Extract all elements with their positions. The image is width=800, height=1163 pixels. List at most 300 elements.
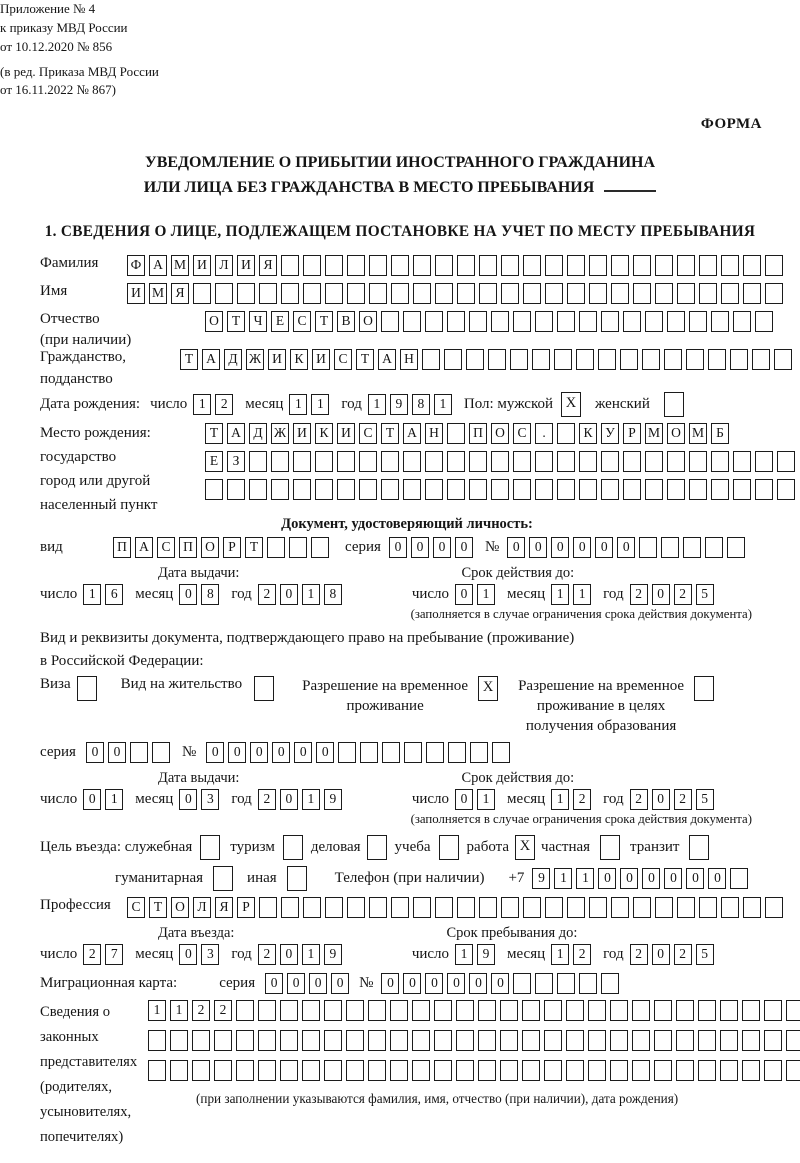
form-cell[interactable] <box>510 349 528 370</box>
form-cell[interactable] <box>281 255 299 276</box>
form-cell[interactable]: С <box>513 423 531 444</box>
form-cell[interactable] <box>249 479 267 500</box>
form-cell[interactable] <box>404 742 422 763</box>
form-cell[interactable] <box>130 742 148 763</box>
form-cell[interactable] <box>601 973 619 994</box>
form-cell[interactable]: 1 <box>302 584 320 605</box>
form-cell[interactable] <box>236 1030 254 1051</box>
form-cell[interactable] <box>192 1060 210 1081</box>
form-cell[interactable]: 1 <box>193 394 211 415</box>
form-cell[interactable]: 1 <box>302 944 320 965</box>
form-cell[interactable] <box>214 1030 232 1051</box>
form-cell[interactable]: Н <box>400 349 418 370</box>
form-cell[interactable] <box>293 479 311 500</box>
form-cell[interactable] <box>743 283 761 304</box>
form-cell[interactable] <box>554 349 572 370</box>
form-cell[interactable]: 2 <box>573 789 591 810</box>
form-cell[interactable] <box>347 283 365 304</box>
form-cell[interactable] <box>611 283 629 304</box>
form-cell[interactable] <box>447 311 465 332</box>
form-cell[interactable] <box>492 742 510 763</box>
form-cell[interactable]: 0 <box>595 537 613 558</box>
form-cell[interactable] <box>478 1000 496 1021</box>
form-cell[interactable] <box>765 283 783 304</box>
form-cell[interactable]: М <box>149 283 167 304</box>
form-cell[interactable] <box>281 897 299 918</box>
form-cell[interactable]: Е <box>205 451 223 472</box>
form-cell[interactable]: К <box>315 423 333 444</box>
form-cell[interactable] <box>500 1030 518 1051</box>
form-cell[interactable]: 0 <box>642 868 660 889</box>
form-cell[interactable] <box>523 255 541 276</box>
form-cell[interactable] <box>391 255 409 276</box>
form-cell[interactable] <box>456 1060 474 1081</box>
form-cell[interactable] <box>403 311 421 332</box>
form-cell[interactable]: О <box>205 311 223 332</box>
form-cell[interactable] <box>456 1000 474 1021</box>
form-cell[interactable]: З <box>227 451 245 472</box>
form-cell[interactable] <box>500 1060 518 1081</box>
form-cell[interactable] <box>369 897 387 918</box>
form-cell[interactable] <box>479 897 497 918</box>
form-cell[interactable]: О <box>359 311 377 332</box>
form-cell[interactable] <box>200 835 220 860</box>
form-cell[interactable] <box>382 742 400 763</box>
form-cell[interactable]: Ч <box>249 311 267 332</box>
form-cell[interactable] <box>694 676 714 701</box>
form-cell[interactable]: С <box>359 423 377 444</box>
form-cell[interactable] <box>302 1060 320 1081</box>
form-cell[interactable] <box>786 1060 800 1081</box>
form-cell[interactable] <box>325 897 343 918</box>
form-cell[interactable] <box>170 1060 188 1081</box>
form-cell[interactable] <box>302 1030 320 1051</box>
form-cell[interactable]: П <box>113 537 131 558</box>
form-cell[interactable] <box>730 349 748 370</box>
form-cell[interactable] <box>579 479 597 500</box>
form-cell[interactable]: Т <box>149 897 167 918</box>
form-cell[interactable]: 2 <box>573 944 591 965</box>
form-cell[interactable]: 0 <box>280 584 298 605</box>
form-cell[interactable]: 7 <box>105 944 123 965</box>
form-cell[interactable] <box>557 311 575 332</box>
form-cell[interactable] <box>259 897 277 918</box>
form-cell[interactable] <box>677 897 695 918</box>
form-cell[interactable] <box>535 479 553 500</box>
form-cell[interactable] <box>513 311 531 332</box>
form-cell[interactable] <box>280 1030 298 1051</box>
form-cell[interactable] <box>368 1030 386 1051</box>
form-cell[interactable] <box>742 1060 760 1081</box>
form-cell[interactable] <box>752 349 770 370</box>
form-cell[interactable] <box>611 255 629 276</box>
form-cell[interactable] <box>677 255 695 276</box>
form-cell[interactable] <box>566 1000 584 1021</box>
form-cell[interactable]: 1 <box>573 584 591 605</box>
form-cell[interactable] <box>434 1060 452 1081</box>
form-cell[interactable] <box>721 897 739 918</box>
form-cell[interactable] <box>523 283 541 304</box>
form-cell[interactable] <box>632 1030 650 1051</box>
form-cell[interactable]: 1 <box>551 789 569 810</box>
form-cell[interactable]: 0 <box>425 973 443 994</box>
form-cell[interactable] <box>412 1000 430 1021</box>
form-cell[interactable] <box>733 479 751 500</box>
form-cell[interactable] <box>522 1030 540 1051</box>
form-cell[interactable] <box>522 1060 540 1081</box>
form-cell[interactable] <box>192 1030 210 1051</box>
form-cell[interactable] <box>655 897 673 918</box>
form-cell[interactable] <box>425 451 443 472</box>
form-cell[interactable]: М <box>689 423 707 444</box>
form-cell[interactable]: К <box>290 349 308 370</box>
form-cell[interactable]: 0 <box>433 537 451 558</box>
form-cell[interactable] <box>425 311 443 332</box>
form-cell[interactable] <box>148 1030 166 1051</box>
form-cell[interactable]: 5 <box>696 944 714 965</box>
form-cell[interactable]: 1 <box>477 789 495 810</box>
form-cell[interactable] <box>711 311 729 332</box>
form-cell[interactable] <box>742 1030 760 1051</box>
form-cell[interactable]: Е <box>271 311 289 332</box>
form-cell[interactable] <box>654 1030 672 1051</box>
form-cell[interactable] <box>545 255 563 276</box>
form-cell[interactable]: 2 <box>258 789 276 810</box>
form-cell[interactable]: С <box>293 311 311 332</box>
form-cell[interactable] <box>148 1060 166 1081</box>
form-cell[interactable]: 0 <box>664 868 682 889</box>
form-cell[interactable]: Л <box>193 897 211 918</box>
form-cell[interactable] <box>426 742 444 763</box>
form-cell[interactable]: 8 <box>412 394 430 415</box>
form-cell[interactable] <box>325 283 343 304</box>
form-cell[interactable] <box>227 479 245 500</box>
form-cell[interactable] <box>711 479 729 500</box>
form-cell[interactable] <box>346 1060 364 1081</box>
form-cell[interactable]: С <box>334 349 352 370</box>
form-cell[interactable] <box>742 1000 760 1021</box>
form-cell[interactable]: Д <box>224 349 242 370</box>
form-cell[interactable]: 1 <box>455 944 473 965</box>
form-cell[interactable] <box>237 283 255 304</box>
form-cell[interactable] <box>152 742 170 763</box>
form-cell[interactable] <box>324 1030 342 1051</box>
form-cell[interactable] <box>544 1000 562 1021</box>
form-cell[interactable] <box>610 1030 628 1051</box>
form-cell[interactable] <box>283 835 303 860</box>
form-cell[interactable]: О <box>667 423 685 444</box>
form-cell[interactable]: Ж <box>271 423 289 444</box>
form-cell[interactable]: 2 <box>214 1000 232 1021</box>
form-cell[interactable] <box>639 537 657 558</box>
form-cell[interactable] <box>633 897 651 918</box>
form-cell[interactable] <box>236 1000 254 1021</box>
form-cell[interactable] <box>567 283 585 304</box>
form-cell[interactable] <box>491 451 509 472</box>
form-cell[interactable] <box>205 479 223 500</box>
form-cell[interactable] <box>579 311 597 332</box>
form-cell[interactable]: У <box>601 423 619 444</box>
form-cell[interactable] <box>254 676 274 701</box>
form-cell[interactable]: Ф <box>127 255 145 276</box>
form-cell[interactable] <box>435 897 453 918</box>
form-cell[interactable]: 0 <box>620 868 638 889</box>
form-cell[interactable]: Т <box>356 349 374 370</box>
form-cell[interactable]: 0 <box>294 742 312 763</box>
form-cell[interactable] <box>698 1030 716 1051</box>
form-cell[interactable]: 0 <box>507 537 525 558</box>
form-cell[interactable] <box>315 451 333 472</box>
form-cell[interactable] <box>589 897 607 918</box>
form-cell[interactable] <box>686 349 704 370</box>
form-cell[interactable] <box>412 1060 430 1081</box>
form-cell[interactable]: 9 <box>324 789 342 810</box>
form-cell[interactable] <box>170 1030 188 1051</box>
form-cell[interactable]: Т <box>315 311 333 332</box>
form-cell[interactable]: 9 <box>477 944 495 965</box>
form-cell[interactable] <box>567 255 585 276</box>
form-cell[interactable]: Я <box>171 283 189 304</box>
form-cell[interactable] <box>705 537 723 558</box>
form-cell[interactable]: 1 <box>289 394 307 415</box>
form-cell[interactable]: 2 <box>630 584 648 605</box>
form-cell[interactable] <box>727 537 745 558</box>
form-cell[interactable] <box>698 1000 716 1021</box>
form-cell[interactable] <box>786 1000 800 1021</box>
form-cell[interactable] <box>303 897 321 918</box>
form-cell[interactable]: 6 <box>105 584 123 605</box>
form-cell[interactable]: И <box>337 423 355 444</box>
form-cell[interactable]: 0 <box>381 973 399 994</box>
form-cell[interactable] <box>77 676 97 701</box>
form-cell[interactable] <box>557 479 575 500</box>
form-cell[interactable]: О <box>171 897 189 918</box>
form-cell[interactable] <box>733 311 751 332</box>
form-cell[interactable] <box>381 479 399 500</box>
form-cell[interactable] <box>491 479 509 500</box>
form-cell[interactable] <box>743 897 761 918</box>
form-cell[interactable] <box>236 1060 254 1081</box>
form-cell[interactable] <box>271 479 289 500</box>
form-cell[interactable] <box>689 479 707 500</box>
form-cell[interactable] <box>632 1060 650 1081</box>
form-cell[interactable] <box>664 392 684 417</box>
form-cell[interactable] <box>623 311 641 332</box>
form-cell[interactable] <box>346 1000 364 1021</box>
form-cell[interactable] <box>413 255 431 276</box>
form-cell[interactable]: 0 <box>652 789 670 810</box>
form-cell[interactable] <box>755 451 773 472</box>
form-cell[interactable] <box>733 451 751 472</box>
form-cell[interactable] <box>689 311 707 332</box>
form-cell[interactable] <box>501 255 519 276</box>
form-cell[interactable]: 1 <box>576 868 594 889</box>
form-cell[interactable] <box>347 255 365 276</box>
form-cell[interactable]: 0 <box>179 944 197 965</box>
form-cell[interactable]: 2 <box>630 944 648 965</box>
form-cell[interactable] <box>720 1060 738 1081</box>
form-cell[interactable] <box>360 742 378 763</box>
form-cell[interactable]: 2 <box>215 394 233 415</box>
form-cell[interactable] <box>368 1000 386 1021</box>
form-cell[interactable] <box>469 479 487 500</box>
form-cell[interactable] <box>655 255 673 276</box>
form-cell[interactable] <box>654 1060 672 1081</box>
form-cell[interactable]: И <box>312 349 330 370</box>
form-cell[interactable] <box>302 1000 320 1021</box>
form-cell[interactable] <box>439 835 459 860</box>
form-cell[interactable]: 0 <box>455 584 473 605</box>
form-cell[interactable]: Я <box>259 255 277 276</box>
form-cell[interactable]: И <box>293 423 311 444</box>
form-cell[interactable] <box>699 255 717 276</box>
form-cell[interactable] <box>391 897 409 918</box>
form-cell[interactable] <box>765 255 783 276</box>
form-cell[interactable] <box>664 349 682 370</box>
form-cell[interactable] <box>193 283 211 304</box>
form-cell[interactable]: 1 <box>477 584 495 605</box>
form-cell[interactable]: 1 <box>551 584 569 605</box>
form-cell[interactable] <box>390 1000 408 1021</box>
form-cell[interactable] <box>258 1060 276 1081</box>
form-cell[interactable] <box>491 311 509 332</box>
form-cell[interactable]: 1 <box>551 944 569 965</box>
form-cell[interactable] <box>535 311 553 332</box>
form-cell[interactable] <box>258 1030 276 1051</box>
form-cell[interactable]: А <box>202 349 220 370</box>
form-cell[interactable] <box>522 1000 540 1021</box>
form-cell[interactable]: Б <box>711 423 729 444</box>
form-cell[interactable] <box>513 479 531 500</box>
form-cell[interactable] <box>557 451 575 472</box>
form-cell[interactable] <box>557 423 575 444</box>
form-cell[interactable]: 1 <box>302 789 320 810</box>
form-cell[interactable] <box>457 255 475 276</box>
form-cell[interactable] <box>620 349 638 370</box>
form-cell[interactable]: К <box>579 423 597 444</box>
form-cell[interactable]: О <box>491 423 509 444</box>
form-cell[interactable] <box>447 479 465 500</box>
form-cell[interactable]: X <box>515 835 535 860</box>
form-cell[interactable]: Н <box>425 423 443 444</box>
form-cell[interactable] <box>422 349 440 370</box>
form-cell[interactable] <box>730 868 748 889</box>
form-cell[interactable] <box>699 897 717 918</box>
form-cell[interactable] <box>743 255 761 276</box>
form-cell[interactable] <box>434 1030 452 1051</box>
form-cell[interactable] <box>598 349 616 370</box>
form-cell[interactable]: 0 <box>316 742 334 763</box>
form-cell[interactable] <box>600 835 620 860</box>
form-cell[interactable] <box>535 973 553 994</box>
form-cell[interactable]: 2 <box>630 789 648 810</box>
form-cell[interactable]: 2 <box>674 789 692 810</box>
form-cell[interactable]: 2 <box>192 1000 210 1021</box>
form-cell[interactable]: 2 <box>83 944 101 965</box>
form-cell[interactable] <box>403 451 421 472</box>
form-cell[interactable]: Р <box>223 537 241 558</box>
form-cell[interactable]: И <box>268 349 286 370</box>
form-cell[interactable]: 1 <box>170 1000 188 1021</box>
form-cell[interactable] <box>258 1000 276 1021</box>
form-cell[interactable]: 1 <box>83 584 101 605</box>
form-cell[interactable]: 1 <box>554 868 572 889</box>
form-cell[interactable] <box>642 349 660 370</box>
form-cell[interactable] <box>413 897 431 918</box>
form-cell[interactable] <box>677 283 695 304</box>
form-cell[interactable] <box>338 742 356 763</box>
form-cell[interactable] <box>311 537 329 558</box>
form-cell[interactable] <box>369 283 387 304</box>
form-cell[interactable] <box>535 451 553 472</box>
form-cell[interactable] <box>470 742 488 763</box>
form-cell[interactable] <box>566 1060 584 1081</box>
form-cell[interactable]: 0 <box>652 944 670 965</box>
form-cell[interactable]: И <box>127 283 145 304</box>
form-cell[interactable]: Т <box>227 311 245 332</box>
form-cell[interactable]: А <box>149 255 167 276</box>
form-cell[interactable] <box>611 897 629 918</box>
form-cell[interactable]: 0 <box>331 973 349 994</box>
form-cell[interactable] <box>545 283 563 304</box>
form-cell[interactable] <box>654 1000 672 1021</box>
form-cell[interactable] <box>689 451 707 472</box>
form-cell[interactable]: 1 <box>434 394 452 415</box>
form-cell[interactable] <box>676 1030 694 1051</box>
form-cell[interactable]: . <box>535 423 553 444</box>
form-cell[interactable]: 0 <box>491 973 509 994</box>
form-cell[interactable] <box>469 451 487 472</box>
form-cell[interactable]: 0 <box>179 789 197 810</box>
form-cell[interactable] <box>589 283 607 304</box>
form-cell[interactable] <box>667 479 685 500</box>
form-cell[interactable]: Я <box>215 897 233 918</box>
form-cell[interactable] <box>557 973 575 994</box>
form-cell[interactable] <box>667 311 685 332</box>
form-cell[interactable] <box>500 1000 518 1021</box>
form-cell[interactable] <box>676 1000 694 1021</box>
form-cell[interactable]: X <box>478 676 498 701</box>
form-cell[interactable]: 0 <box>309 973 327 994</box>
form-cell[interactable]: 2 <box>674 584 692 605</box>
form-cell[interactable] <box>633 255 651 276</box>
form-cell[interactable] <box>774 349 792 370</box>
form-cell[interactable]: X <box>561 392 581 417</box>
form-cell[interactable]: 0 <box>455 789 473 810</box>
form-cell[interactable] <box>699 283 717 304</box>
form-cell[interactable]: Т <box>381 423 399 444</box>
form-cell[interactable] <box>303 255 321 276</box>
form-cell[interactable] <box>271 451 289 472</box>
form-cell[interactable]: Р <box>237 897 255 918</box>
form-cell[interactable] <box>720 1030 738 1051</box>
form-cell[interactable] <box>721 255 739 276</box>
form-cell[interactable] <box>215 283 233 304</box>
form-cell[interactable]: С <box>127 897 145 918</box>
form-cell[interactable]: 0 <box>469 973 487 994</box>
form-cell[interactable] <box>303 283 321 304</box>
form-cell[interactable] <box>413 283 431 304</box>
form-cell[interactable]: 0 <box>529 537 547 558</box>
form-cell[interactable] <box>381 311 399 332</box>
form-cell[interactable] <box>683 537 701 558</box>
form-cell[interactable] <box>589 255 607 276</box>
form-cell[interactable] <box>367 835 387 860</box>
form-cell[interactable] <box>523 897 541 918</box>
form-cell[interactable] <box>359 451 377 472</box>
form-cell[interactable]: И <box>193 255 211 276</box>
form-cell[interactable] <box>764 1000 782 1021</box>
